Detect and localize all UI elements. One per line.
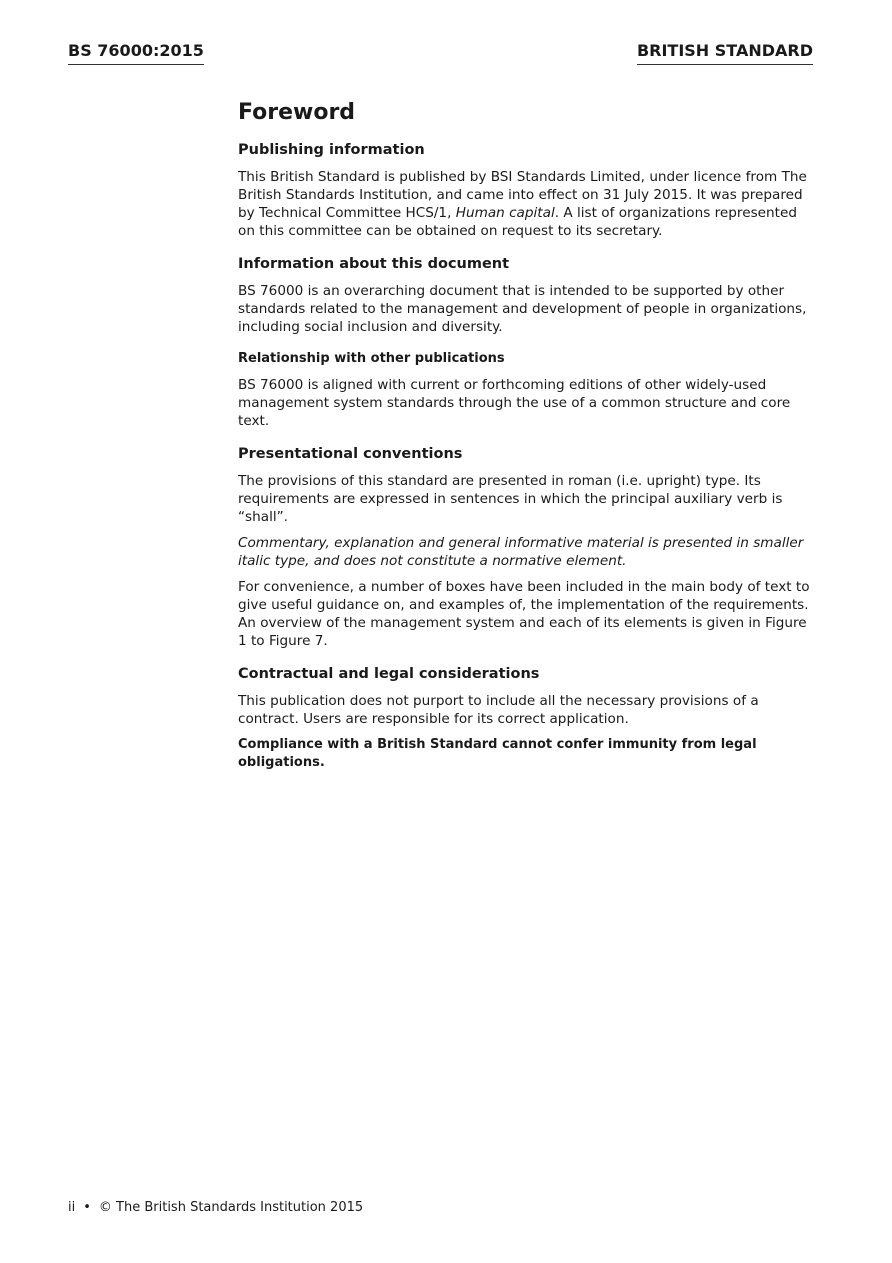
heading-information-about-document: Information about this document xyxy=(238,256,510,272)
publishing-text-part-1: This British Standard is published by BSI Standards Limited, under licence from The British Standards Institution, and came into effect on 31 July 2015. It was prepared by Technical Committee HCS/1, xyxy=(238,169,807,221)
publishing-text-part-2: . A list of organizations represented on this committee can be obtained on request to its secretary. xyxy=(238,205,797,239)
paragraph-presentational-italic: Commentary, explanation and general informative material is presented in smaller italic type, and does not constitute a normative element. xyxy=(238,535,804,569)
paragraph-information-about-document: BS 76000 is an overarching document that is intended to be supported by other standards related to the management and development of people in organizations, including social inclusion and diversity. xyxy=(238,283,807,335)
paragraph-presentational-roman: The provisions of this standard are presented in roman (i.e. upright) type. Its requirements are expressed in sentences in which the principal auxiliary verb is “shall”. xyxy=(238,473,783,525)
heading-publishing-information: Publishing information xyxy=(238,142,425,158)
copyright-notice: © The British Standards Institution 2015 xyxy=(98,1200,364,1215)
header-standard-type: BRITISH STANDARD xyxy=(637,40,813,65)
paragraph-publishing-information xyxy=(238,168,818,240)
page-footer xyxy=(68,1199,363,1217)
committee-name: Human capital xyxy=(455,205,555,221)
paragraph-compliance-notice: Compliance with a British Standard cannot confer immunity from legal obligations. xyxy=(238,737,757,770)
page-number: ii xyxy=(68,1200,76,1215)
heading-relationship-publications: Relationship with other publications xyxy=(238,351,505,366)
paragraph-contractual: This publication does not purport to include all the necessary provisions of a contract. Users are responsible for its correct application. xyxy=(238,693,759,727)
page-content xyxy=(238,98,818,780)
header-standard-number: BS 76000:2015 xyxy=(68,40,204,65)
bullet-separator: • xyxy=(83,1200,91,1215)
paragraph-presentational-boxes: For convenience, a number of boxes have been included in the main body of text to give useful guidance on, and examples of, the implementation of the requirements. An overview of the management system and each of its elements is given in Figure 1 to Figure 7. xyxy=(238,579,810,649)
page-title: Foreword xyxy=(238,100,356,125)
heading-presentational-conventions: Presentational conventions xyxy=(238,446,463,462)
paragraph-relationship-publications: BS 76000 is aligned with current or forthcoming editions of other widely-used management system standards through the use of a common structure and core text. xyxy=(238,377,791,429)
heading-contractual-legal: Contractual and legal considerations xyxy=(238,666,540,682)
